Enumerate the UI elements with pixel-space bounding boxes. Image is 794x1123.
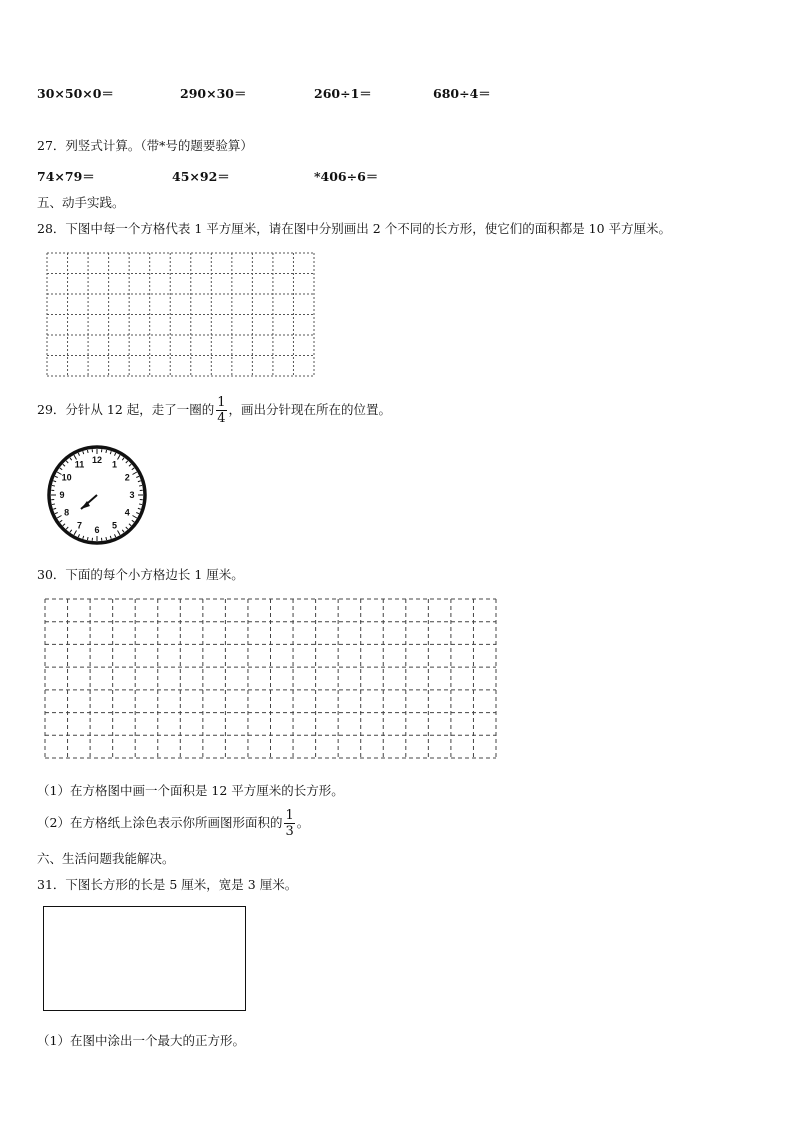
q31-sub1: （1）在图中涂出一个最大的正方形。 [37,1033,245,1048]
clock-tick [139,485,142,486]
q30-frac-den: 3 [285,824,294,839]
q27-item-1: 74×79＝ [37,169,95,184]
clock-number: 12 [91,455,103,465]
q27-item-2: 45×92＝ [172,169,230,184]
clock-tick [139,504,142,505]
calc-item-3: 260÷1＝ [314,86,372,101]
calc-item-1: 30×50×0＝ [37,86,114,101]
q30-sub2-pre: （2）在方格纸上涂色表示你所画图形面积的 [37,815,283,830]
clock-face [45,443,149,547]
q30-grid [44,598,498,760]
clock-tick [52,504,55,505]
q31-rectangle [43,906,246,1011]
q30-sub2 [37,809,309,838]
q31-title: 31．下图长方形的长是 5 厘米，宽是 3 厘米。 [37,877,298,892]
q30-frac-num: 1 [285,808,294,823]
clock-tick [106,537,107,540]
clock-number: 11 [74,459,85,470]
clock-number: 2 [124,472,130,483]
q28-grid [46,252,316,378]
q30-fraction [284,809,294,838]
section-6-heading: 六、生活问题我能解决。 [37,851,175,866]
clock-tick [87,450,88,453]
clock-number: 3 [129,490,135,500]
q30-sub2-post: 。 [296,815,310,830]
clock-number: 7 [76,520,83,531]
clock-tick [106,450,107,453]
q30-sub1: （1）在方格图中画一个面积是 12 平方厘米的长方形。 [37,783,344,798]
clock-number: 4 [124,507,130,518]
q30-title: 30．下面的每个小方格边长 1 厘米。 [37,567,244,582]
q29-frac-num: 1 [217,395,226,410]
calc-item-4: 680÷4＝ [433,86,491,101]
q29-text-post: ，画出分针现在所在的位置。 [228,402,392,417]
q27-item-3: *406÷6＝ [314,169,379,184]
clock-number: 8 [64,507,70,518]
q27-title: 27．列竖式计算。（带*号的题要验算） [37,138,253,153]
clock-number: 9 [59,490,65,500]
section-5-heading: 五、动手实践。 [37,195,125,210]
clock-tick [87,537,88,540]
clock-number: 1 [111,459,118,470]
clock-number: 6 [94,525,100,535]
clock-number: 10 [61,472,72,483]
q29-fraction [216,396,226,425]
q28-title: 28．下图中每一个方格代表 1 平方厘米，请在图中分别画出 2 个不同的长方形，使它们的面积都是 10 平方厘米。 [37,221,672,236]
q29-frac-den: 4 [217,411,226,426]
calc-item-2: 290×30＝ [180,86,247,101]
q29-text-pre: 29．分针从 12 起，走了一圈的 [37,402,215,417]
q29-line [37,396,391,425]
clock-tick [52,485,55,486]
clock-number: 5 [111,520,118,531]
